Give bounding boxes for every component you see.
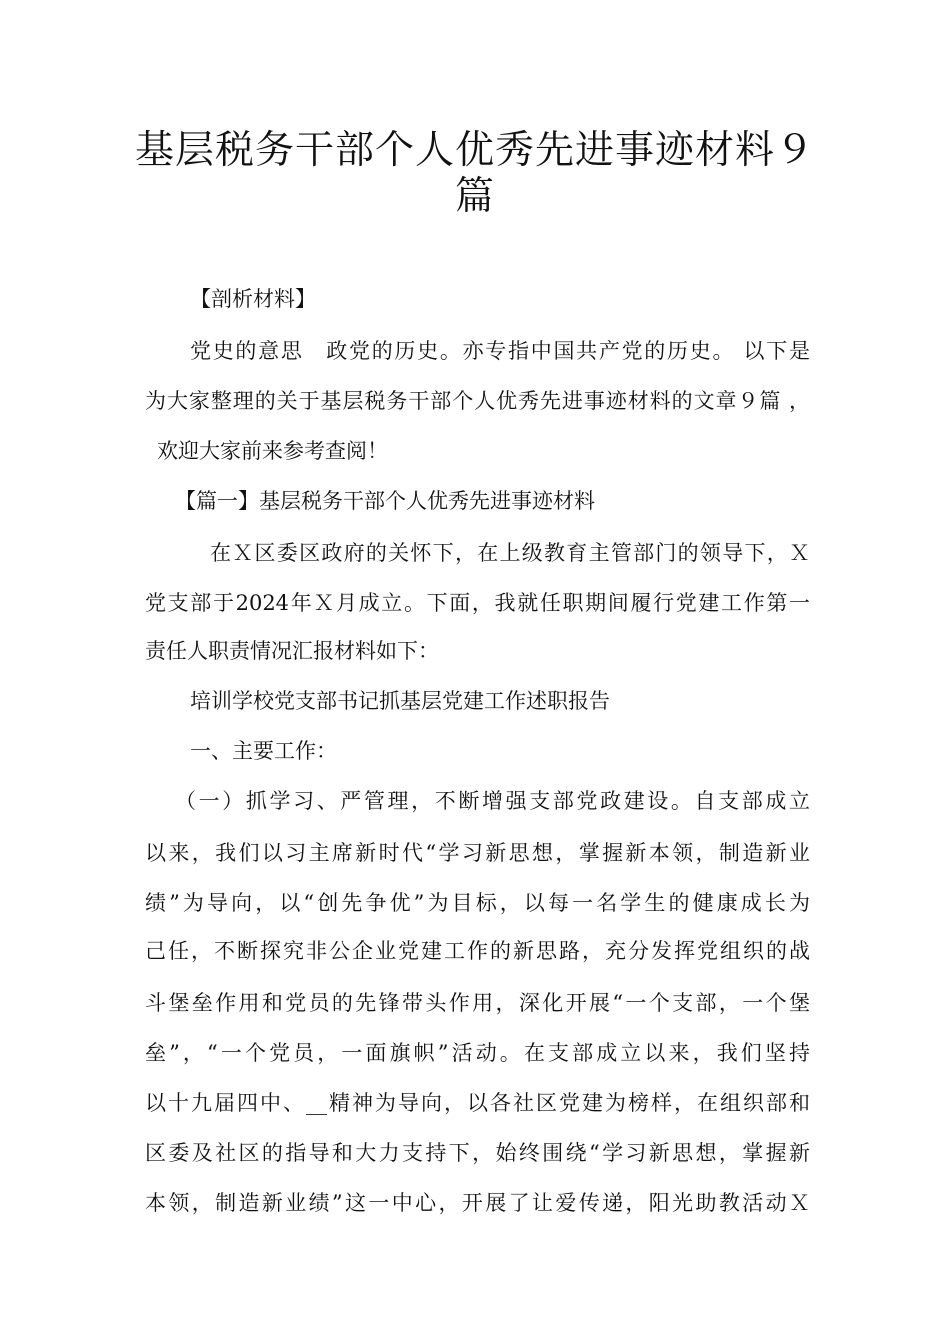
section-heading: 【篇一】基层税务干部个人优秀先进事迹材料 — [175, 489, 595, 513]
title-line-1: 基层税务干部个人优秀先进事迹材料９ — [134, 128, 815, 173]
paragraph-line: 斗堡垒作用和党员的先锋带头作用，深化开展“一个支部，一个堡 — [145, 991, 810, 1015]
paragraph-line: 党史的意思 政党的历史。亦专指中国共产党的历史。 以下是 — [190, 339, 810, 363]
paragraph-line: 己任，不断探究非公企业党建工作的新思路，充分发挥党组织的战 — [145, 939, 810, 963]
subheading: 培训学校党支部书记抓基层党建工作述职报告 — [190, 689, 610, 713]
paragraph-line: （一）抓学习、严管理，不断增强支部党政建设。自支部成立 — [175, 789, 810, 813]
document-title — [120, 128, 830, 220]
paragraph-line: 党支部于2024年Ｘ月成立。下面，我就任职期间履行党建工作第一 — [145, 591, 810, 615]
paragraph-line: 绩”为导向，以“创先争优”为目标，以每一名学生的健康成长为 — [145, 891, 810, 915]
paragraph-line: 欢迎大家前来参考查阅！ — [157, 439, 388, 463]
paragraph-line: 垒”，“一个党员，一面旗帜”活动。在支部成立以来，我们坚持 — [145, 1041, 810, 1065]
section-label: 【剖析材料】 — [190, 287, 316, 311]
paragraph-line: 以来，我们以习主席新时代“学习新思想，掌握新本领，制造新业 — [145, 841, 810, 865]
subheading: 一、主要工作： — [190, 739, 337, 763]
paragraph-line: 为大家整理的关于基层税务干部个人优秀先进事迹材料的文章９篇 ， — [145, 389, 810, 413]
title-line-2: 篇 — [454, 174, 495, 219]
paragraph-line: 本领，制造新业绩”这一中心，开展了让爱传递，阳光助教活动Ｘ — [145, 1191, 810, 1215]
paragraph-line: 区委及社区的指导和大力支持下，始终围绕“学习新思想，掌握新 — [145, 1141, 810, 1165]
paragraph-line: 责任人职责情况汇报材料如下： — [145, 639, 439, 663]
paragraph-line: 以十九届四中、__精神为导向，以各社区党建为榜样，在组织部和 — [145, 1091, 810, 1115]
paragraph-line: 在Ｘ区委区政府的关怀下，在上级教育主管部门的领导下，Ｘ — [210, 541, 810, 565]
